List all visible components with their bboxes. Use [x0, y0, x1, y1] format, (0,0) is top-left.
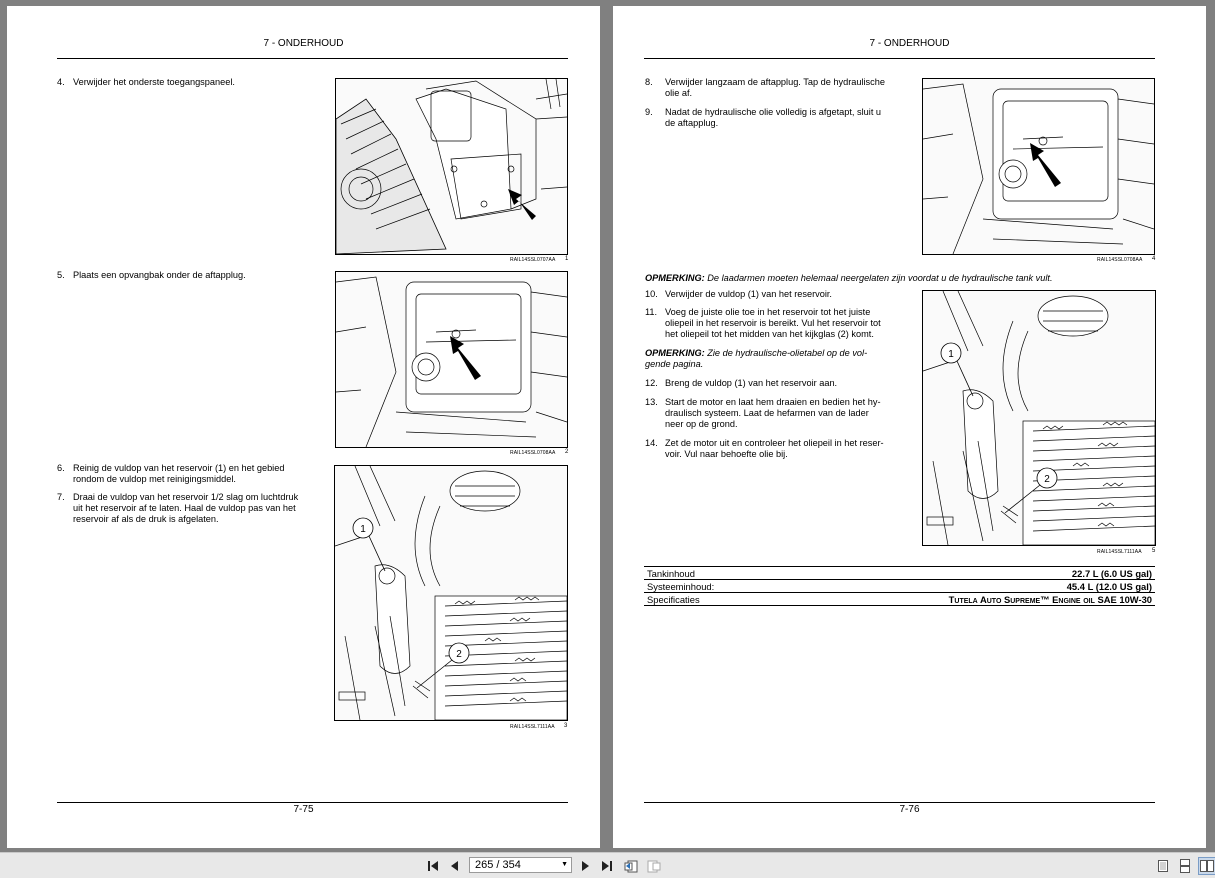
figure-5-callout-2: 2	[1044, 474, 1050, 485]
chevron-down-icon: ▼	[561, 861, 568, 868]
continuous-page-icon[interactable]	[1177, 858, 1193, 874]
page-number: 7-75	[293, 804, 314, 815]
figure-1-number: 1	[565, 256, 569, 262]
spec-row-system: Systeeminhoud: 45.4 L (12.0 US gal)	[644, 580, 1155, 593]
figure-1	[335, 78, 568, 255]
figure-5	[922, 290, 1156, 546]
spec-table	[644, 566, 1155, 606]
figure-2-caption: RAIL14SSL0708AA	[510, 450, 556, 456]
figure-5-number: 5	[1152, 548, 1156, 554]
header-rule	[57, 58, 568, 59]
figure-4-caption: RAIL14SSL0708AA	[1097, 257, 1143, 263]
figure-5-caption: RAIL14SSL7111AA	[1097, 549, 1142, 555]
spec-row-specifications: Specificaties Tutela Auto Supreme™ Engine oil SAE 10W-30	[644, 593, 1155, 606]
footer-rule	[57, 802, 568, 803]
figure-2-number: 2	[565, 449, 569, 455]
spec-row-tank: Tankinhoud 22.7 L (6.0 US gal)	[644, 566, 1155, 580]
page-7-75: 7 - ONDERHOUD 4. Verwijder het onderste toegangspaneel. RAIL14SSL0707AA 1 5. Plaats een opvangbak onder de aftapplug. RAIL14SSL0708AA 2 6. Reinig de vuldop van het reservoir (1) en het gebied rondom de vuldop met reinigingsmiddel. 7. Draai de vuldop van het reservoir 1/2 slag om luchtdruk uit het reservoir af te laten. Haal de vuldop pas van het reservoir af als de druk is afgelaten. 1 2 RAIL14SSL7111AA 3 7-75	[7, 6, 600, 848]
single-page-icon[interactable]	[1155, 858, 1171, 874]
forward-view-icon[interactable]	[646, 858, 662, 874]
prev-page-icon[interactable]	[447, 858, 463, 874]
figure-3-callout-2: 2	[456, 649, 462, 660]
figure-1-caption: RAIL14SSL0707AA	[510, 257, 556, 263]
footer-rule	[644, 802, 1155, 803]
last-page-icon[interactable]	[599, 858, 615, 874]
figure-3	[334, 465, 568, 721]
figure-5-callout-1: 1	[948, 349, 954, 360]
header-rule	[644, 58, 1155, 59]
figure-3-callout-1: 1	[360, 524, 366, 535]
page-header: 7 - ONDERHOUD	[869, 38, 950, 49]
next-page-icon[interactable]	[577, 858, 593, 874]
note-oil-table: OPMERKING: Zie de hydraulische-olietabel op de vol- gende pagina.	[645, 348, 868, 369]
first-page-icon[interactable]	[425, 858, 441, 874]
back-view-icon[interactable]	[623, 858, 639, 874]
figure-4	[922, 78, 1155, 255]
page-header: 7 - ONDERHOUD	[263, 38, 344, 49]
figure-2	[335, 271, 568, 448]
page-7-76: 7 - ONDERHOUD 8. Verwijder langzaam de aftapplug. Tap de hydraulische olie af. 9. Nadat de hydraulische olie volledig is afgetapt, sluit u de aftapplug. RAIL14SSL0708AA 4 OPMERKING: De laadarmen moeten helemaal neergelaten zijn voordat u de hydraulische tank vult. 10. Verwijder de vuldop (1) van het reservoir. 11. Voeg de juiste olie toe in het reservoir tot het juiste oliepeil in het reservoir is bereikt. Vul het reservoir tot het oliepeil tot het midden van het kijkglas (2) komt. OPMERKING: Zie de hydraulische-olietabel op de vol- gende pagina. 12. Breng de vuldop (1) van het reservoir aan. 13. Start de motor en laat hem draaien en bedien het hy- draulisch systeem. Laat de hefarmen van de lader neer op de grond. 14. Zet de motor uit en controleer het oliepeil in het reser- voir. Vul naar behoefte olie bij. 1 2 RAIL14SSL7111AA 5 Tankinhoud 22.7 L (6.0 US gal) Systeeminhoud: 45.4 L (12.0 US gal) Specificaties Tutela Auto Supreme™ Engine oil SAE 10W-30 7-76	[613, 6, 1206, 848]
two-page-icon[interactable]	[1198, 857, 1215, 875]
figure-3-caption: RAIL14SSL7111AA	[510, 724, 555, 730]
page-number-select[interactable]: 265 / 354 ▼	[469, 857, 572, 873]
page-number: 7-76	[899, 804, 920, 815]
figure-4-number: 4	[1152, 256, 1156, 262]
note-lower-arms: OPMERKING: De laadarmen moeten helemaal neergelaten zijn voordat u de hydraulische tank vult.	[645, 273, 1053, 283]
figure-3-number: 3	[564, 723, 568, 729]
viewer-toolbar	[0, 852, 1215, 878]
